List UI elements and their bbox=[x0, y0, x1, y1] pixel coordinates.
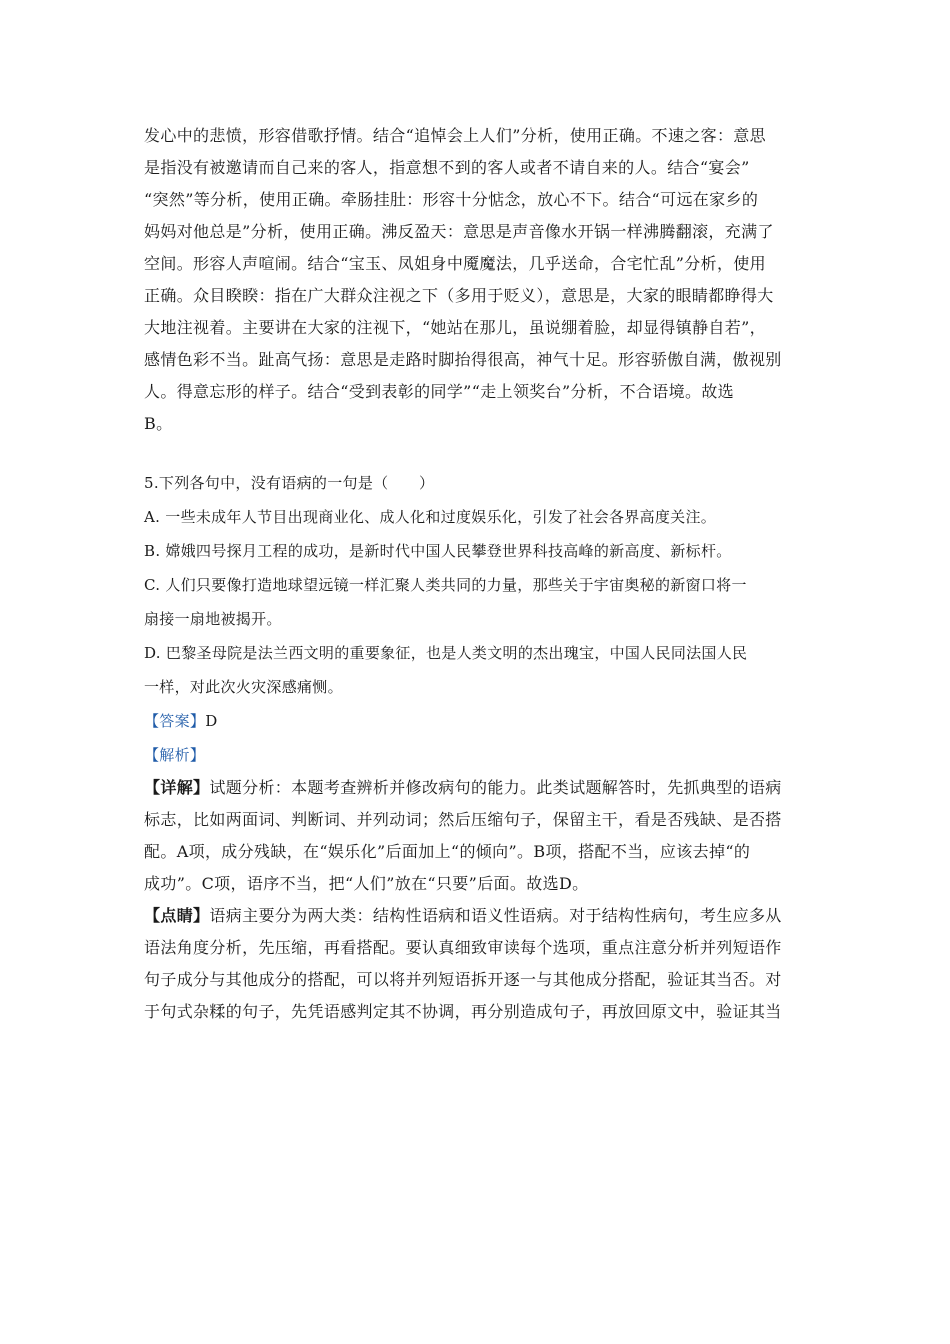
text-line: 人。得意忘形的样子。结合“受到表彰的同学”“走上领奖台”分析，不合语境。故选 bbox=[144, 382, 735, 401]
option-d-line-2: 一样，对此次火灾深感痛恻。 bbox=[144, 678, 343, 696]
detail-line bbox=[144, 772, 812, 804]
option-d-line-1: D. 巴黎圣母院是法兰西文明的重要象征，也是人类文明的杰出瑰宝，中国人民同法国人民 bbox=[144, 644, 748, 662]
detail-text: 试题分析：本题考查辨析并修改病句的能力。此类试题解答时，先抓典型的语病 bbox=[209, 778, 782, 797]
analysis-label: 【解析】 bbox=[144, 746, 206, 764]
option-c-line-2: 扇接一扇地被揭开。 bbox=[144, 610, 282, 628]
comment-line: 句子成分与其他成分的搭配，可以将并列短语拆开逐一与其他成分搭配，验证其当否。对 bbox=[144, 970, 782, 989]
detail-line: 成功”。C项，语序不当，把“人们”放在“只要”后面。故选D。 bbox=[144, 874, 589, 893]
text-line: 空间。形容人声喧闹。结合“宝玉、凤姐身中魇魔法，几乎送命，合宅忙乱”分析，使用 bbox=[144, 254, 767, 273]
detail-line: 配。A项，成分残缺，在“娱乐化”后面加上“的倾向”。B项，搭配不当，应该去掉“的 bbox=[144, 842, 751, 861]
comment-label: 【点睛】 bbox=[144, 906, 210, 925]
text-line: 正确。众目睽睽：指在广大群众注视之下（多用于贬义），意思是，大家的眼睛都睁得大 bbox=[144, 286, 774, 305]
comment-line: 于句式杂糅的句子，先凭语感判定其不协调，再分别造成句子，再放回原文中，验证其当 bbox=[144, 1002, 782, 1021]
text-line: 感情色彩不当。趾高气扬：意思是走路时脚抬得很高，神气十足。形容骄傲自满，傲视别 bbox=[144, 350, 782, 369]
text-line: “突然”等分析，使用正确。牵肠挂肚：形容十分惦念，放心不下。结合“可远在家乡的 bbox=[144, 190, 759, 209]
comment-line: 语法角度分析，先压缩，再看搭配。要认真细致审读每个选项，重点注意分析并列短语作 bbox=[144, 938, 782, 957]
detail-line: 标志，比如两面词、判断词、并列动词；然后压缩句子，保留主干，看是否残缺、是否搭 bbox=[144, 810, 782, 829]
option-a: A. 一些未成年人节目出现商业化、成人化和过度娱乐化，引发了社会各界高度关注。 bbox=[144, 508, 717, 526]
detail-label: 【详解】 bbox=[144, 778, 210, 797]
text-line: 妈妈对他总是”分析，使用正确。沸反盈天：意思是声音像水开锅一样沸腾翻滚，充满了 bbox=[144, 222, 774, 241]
analysis-line bbox=[144, 738, 812, 772]
text-line: 大地注视着。主要讲在大家的注视下，“她站在那儿，虽说绷着脸，却显得镇静自若”， bbox=[144, 318, 767, 337]
question-5 bbox=[144, 466, 812, 1028]
comment-text: 语病主要分为两大类：结构性语病和语义性语病。对于结构性病句，考生应多从 bbox=[209, 906, 782, 925]
text-line: 是指没有被邀请而自己来的客人，指意想不到的客人或者不请自来的人。结合“宴会” bbox=[144, 158, 750, 177]
option-b: B. 嫦娥四号探月工程的成功，是新时代中国人民攀登世界科技高峰的新高度、新标杆。 bbox=[144, 542, 732, 560]
answer-line bbox=[144, 704, 812, 738]
answer-label: 【答案】 bbox=[144, 712, 206, 730]
option-c-line-1: C. 人们只要像打造地球望远镜一样汇聚人类共同的力量，那些关于宇宙奥秘的新窗口将一 bbox=[144, 576, 747, 594]
comment-line bbox=[144, 900, 812, 932]
answer-value: D bbox=[205, 712, 218, 730]
previous-analysis-block bbox=[144, 120, 812, 440]
text-line: 发心中的悲愤，形容借歌抒情。结合“追悼会上人们”分析，使用正确。不速之客：意思 bbox=[144, 126, 767, 145]
text-line: B。 bbox=[144, 414, 173, 433]
question-stem: 5.下列各句中，没有语病的一句是（ ） bbox=[144, 474, 435, 492]
